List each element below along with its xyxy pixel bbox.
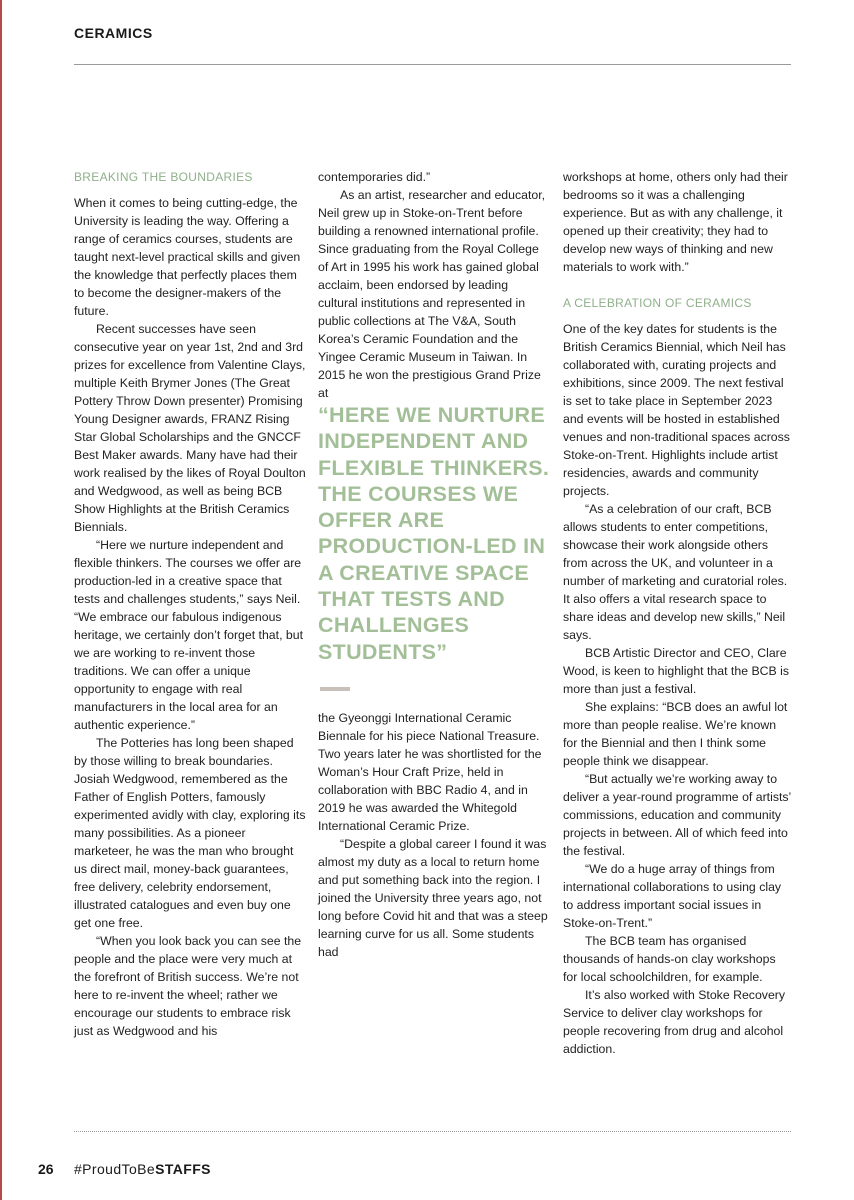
paragraph: The BCB team has organised thousands of hands-on clay workshops for local schoolchildren, for example.	[563, 934, 776, 984]
hashtag-staffs: STAFFS	[155, 1161, 211, 1177]
paragraph: The Potteries has long been shaped by those willing to break boundaries. Josiah Wedgwood, remembered as the Father of English Potters, famously experimented avidly with clay, exploring its many possibilities. As a pioneer marketeer, he was the man who brought us direct mail, money-back guarantees, free delivery, celebrity endorsement, illustrated catalogues and even buy one get one free.	[74, 736, 306, 930]
header-rule	[74, 64, 791, 65]
paragraph: One of the key dates for students is the British Ceramics Biennial, which Neil has collaborated with, curating projects and exhibitions, since 2009. The next festival is set to take place in September 2023 and events will be hosted in established venues and non-traditional spaces across Stoke-on-Trent. Highlights include artist residencies, awards and community projects.	[563, 322, 790, 498]
pull-quote: “HERE WE NURTURE INDEPENDENT AND FLEXIBLE THINKERS. THE COURSES WE OFFER ARE PRODUCTION-LED IN A CREATIVE SPACE THAT TESTS AND CHALLENGES STUDENTS”	[318, 403, 550, 664]
section-heading-celebration: A CELEBRATION OF CERAMICS	[563, 296, 752, 310]
article-column-1	[74, 168, 306, 1040]
paragraph: “Here we nurture independent and flexible thinkers. The courses we offer are production-led in a creative space that tests and challenges students,” says Neil. “We embrace our fabulous indigenous heritage, we certainly don’t forget that, but we are working to re-invent those traditions. We can offer a unique opportunity to engage with real manufacturers in the local area for an authentic experience.”	[74, 538, 303, 732]
article-column-2	[318, 168, 550, 961]
hashtag-be: Be	[137, 1161, 156, 1177]
paragraph: “Despite a global career I found it was almost my duty as a local to return home and put something back into the region. I joined the University three years ago, not long before Covid hit and that was a steep learning curve for us all. Some students had	[318, 836, 548, 959]
paragraph: “As a celebration of our craft, BCB allows students to enter competitions, showcase their work alongside others from across the UK, and volunteer in a number of marketing and curatorial roles. It also offers a vital research space to share ideas and develop new skills,” Neil says.	[563, 502, 788, 642]
paragraph: As an artist, researcher and educator, Neil grew up in Stoke-on-Trent before building a renowned international profile. Since graduating from the Royal College of Art in 1995 his work has gained global acclaim, been endorsed by leading cultural institutions and represented in public collections at The V&A, South Korea’s Ceramic Foundation and the Yingee Ceramic Museum in Taiwan. In 2015 he won the prestigious Grand Prize at	[318, 188, 546, 400]
paragraph: BCB Artistic Director and CEO, Clare Wood, is keen to highlight that the BCB is more than just a festival.	[563, 646, 790, 696]
paragraph: “But actually we’re working away to deliver a year-round programme of artists’ commissions, education and community projects in between. All of which feed into the festival.	[563, 772, 791, 858]
page-number: 26	[38, 1161, 54, 1177]
paragraph: She explains: “BCB does an awful lot more than people realise. We’re known for the Biennial and then I think some people think we disappear.	[563, 700, 788, 768]
page-edge	[0, 0, 2, 1200]
paragraph: When it comes to being cutting-edge, the University is leading the way. Offering a range of ceramics courses, students are taught next-level practical skills and given the knowledge that perfectly places them to become the designer-makers of the future.	[74, 196, 301, 318]
footer-rule	[74, 1131, 791, 1132]
paragraph: “We do a huge array of things from international collaborations to using clay to address important social issues in Stoke-on-Trent.”	[563, 862, 782, 930]
pull-quote-rule	[320, 687, 350, 691]
paragraph: the Gyeonggi International Ceramic Biennale for his piece National Treasure. Two years later he was shortlisted for the Woman’s Hour Craft Prize, held in collaboration with BBC Radio 4, and in 2019 he was awarded the Whitegold International Ceramic Prize.	[318, 710, 542, 833]
footer-hashtag	[74, 1161, 211, 1177]
hashtag-prefix: #ProudTo	[74, 1161, 138, 1177]
paragraph: It’s also worked with Stoke Recovery Service to deliver clay workshops for people recovering from drug and alcohol addiction.	[563, 988, 786, 1056]
article-column-3	[563, 168, 793, 1058]
paragraph: Recent successes have seen consecutive year on year 1st, 2nd and 3rd prizes for excellence from Valentine Clays, multiple Keith Brymer Jones (The Great Pottery Throw Down presenter) Promising Young Designer awards, FRANZ Rising Star Global Scholarships and the GNCCF Best Maker awards. Many have had their work realised by the likes of Royal Doulton and Wedgwood, as well as being BCB Show Highlights at the British Ceramics Biennials.	[74, 322, 306, 534]
paragraph: contemporaries did.”	[318, 170, 431, 184]
paragraph: “When you look back you can see the people and the place were very much at the forefront of British success. We’re not here to re-invent the wheel; rather we encourage our students to embrace risk just as Wedgwood and his	[74, 934, 302, 1038]
section-label: CERAMICS	[74, 25, 153, 41]
paragraph: workshops at home, others only had their bedrooms so it was a challenging experience. But as with any challenge, it opened up their creativity; they had to develop new ways of thinking and new materials to work with.”	[563, 170, 788, 274]
section-heading-breaking-boundaries: BREAKING THE BOUNDARIES	[74, 170, 253, 184]
